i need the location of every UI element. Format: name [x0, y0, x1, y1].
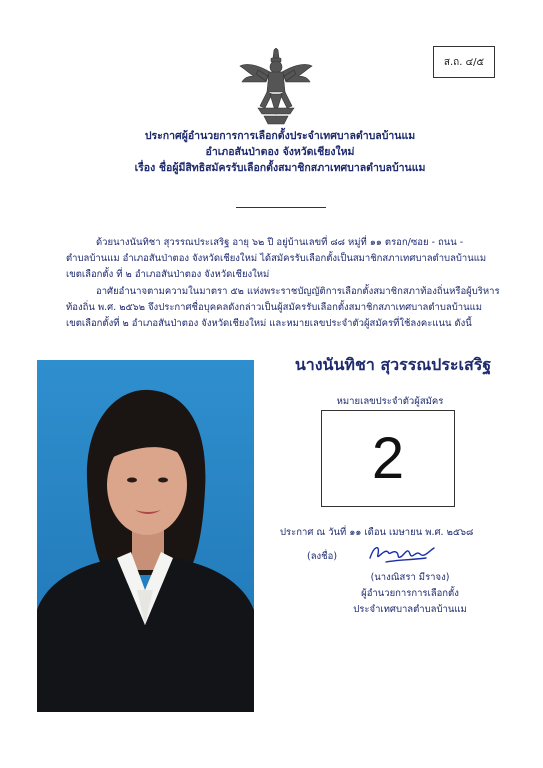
signer-position-2: ประจำเทศบาลตำบลบ้านแม [353, 604, 467, 615]
signature-label: (ลงชื่อ) [307, 551, 338, 562]
handwritten-signature [366, 538, 438, 568]
signer-position-1: ผู้อำนวยการการเลือกตั้ง [361, 588, 459, 599]
candidate-number-box [321, 410, 455, 507]
heading-line-3: เรื่อง ชื่อผู้มีสิทธิสมัครรับเลือกตั้งสมาชิกสภาเทศบาลตำบลบ้านแม [134, 162, 426, 174]
heading-line-1: ประกาศผู้อำนวยการการเลือกตั้งประจำเทศบาลตำบลบ้านแม [144, 130, 416, 142]
form-code-box [433, 46, 495, 78]
candidate-number: 2 [371, 426, 405, 491]
garuda-emblem-icon [238, 48, 314, 126]
candidate-name: นางนันทิชา สุวรรณประเสริฐ [294, 355, 492, 374]
legal-basis-paragraph [66, 284, 502, 332]
signer-name: (นางณิสรา มีราจง) [370, 572, 450, 583]
candidate-number-label: หมายเลขประจำตัวผู้สมัคร [336, 396, 444, 407]
form-code: ส.ถ. ๔/๕ [443, 56, 485, 68]
paragraph2-line-2: ท้องถิ่น พ.ศ. ๒๕๖๒ จึงประกาศชื่อบุคคลดังกล่าวเป็นผู้สมัครรับเลือกตั้งสมาชิกสภาเทศบาลตำบลบ้านแม [66, 302, 482, 313]
announcement-date: ประกาศ ณ วันที่ ๑๑ เดือน เมษายน พ.ศ. ๒๕๖๘ [280, 527, 474, 538]
candidate-photo [37, 360, 254, 712]
signer-block [340, 570, 480, 618]
paragraph1-line-2: ตำบลบ้านแม อำเภอสันป่าตอง จังหวัดเชียงใหม่ ได้สมัครรับเลือกตั้งเป็นสมาชิกสภาเทศบาลตำบลบ้านแม [66, 253, 487, 264]
paragraph1-line-3: เขตเลือกตั้ง ที่ ๒ อำเภอสันป่าตอง จังหวัดเชียงใหม่ [66, 269, 270, 280]
heading-line-2: อำเภอสันป่าตอง จังหวัดเชียงใหม่ [205, 146, 355, 158]
heading-divider [236, 207, 326, 208]
paragraph2-line-1: อาศัยอำนาจตามความในมาตรา ๕๒ แห่งพระราชบัญญัติการเลือกตั้งสมาชิกสภาท้องถิ่นหรือผู้บริหาร [96, 286, 500, 297]
paragraph1-line-1: ด้วยนางนันทิชา สุวรรณประเสริฐ อายุ ๖๒ ปี อยู่บ้านเลขที่ ๘๘ หมู่ที่ ๑๑ ตรอก/ซอย - ถนน - [96, 237, 464, 248]
paragraph2-line-3: เขตเลือกตั้งที่ ๒ อำเภอสันป่าตอง จังหวัดเชียงใหม่ และหมายเลขประจำตัวผู้สมัครที่ใช้ลงคะแนน ดังนี้ [66, 318, 472, 329]
announcement-heading [100, 128, 460, 176]
candidate-info-paragraph [66, 235, 502, 283]
